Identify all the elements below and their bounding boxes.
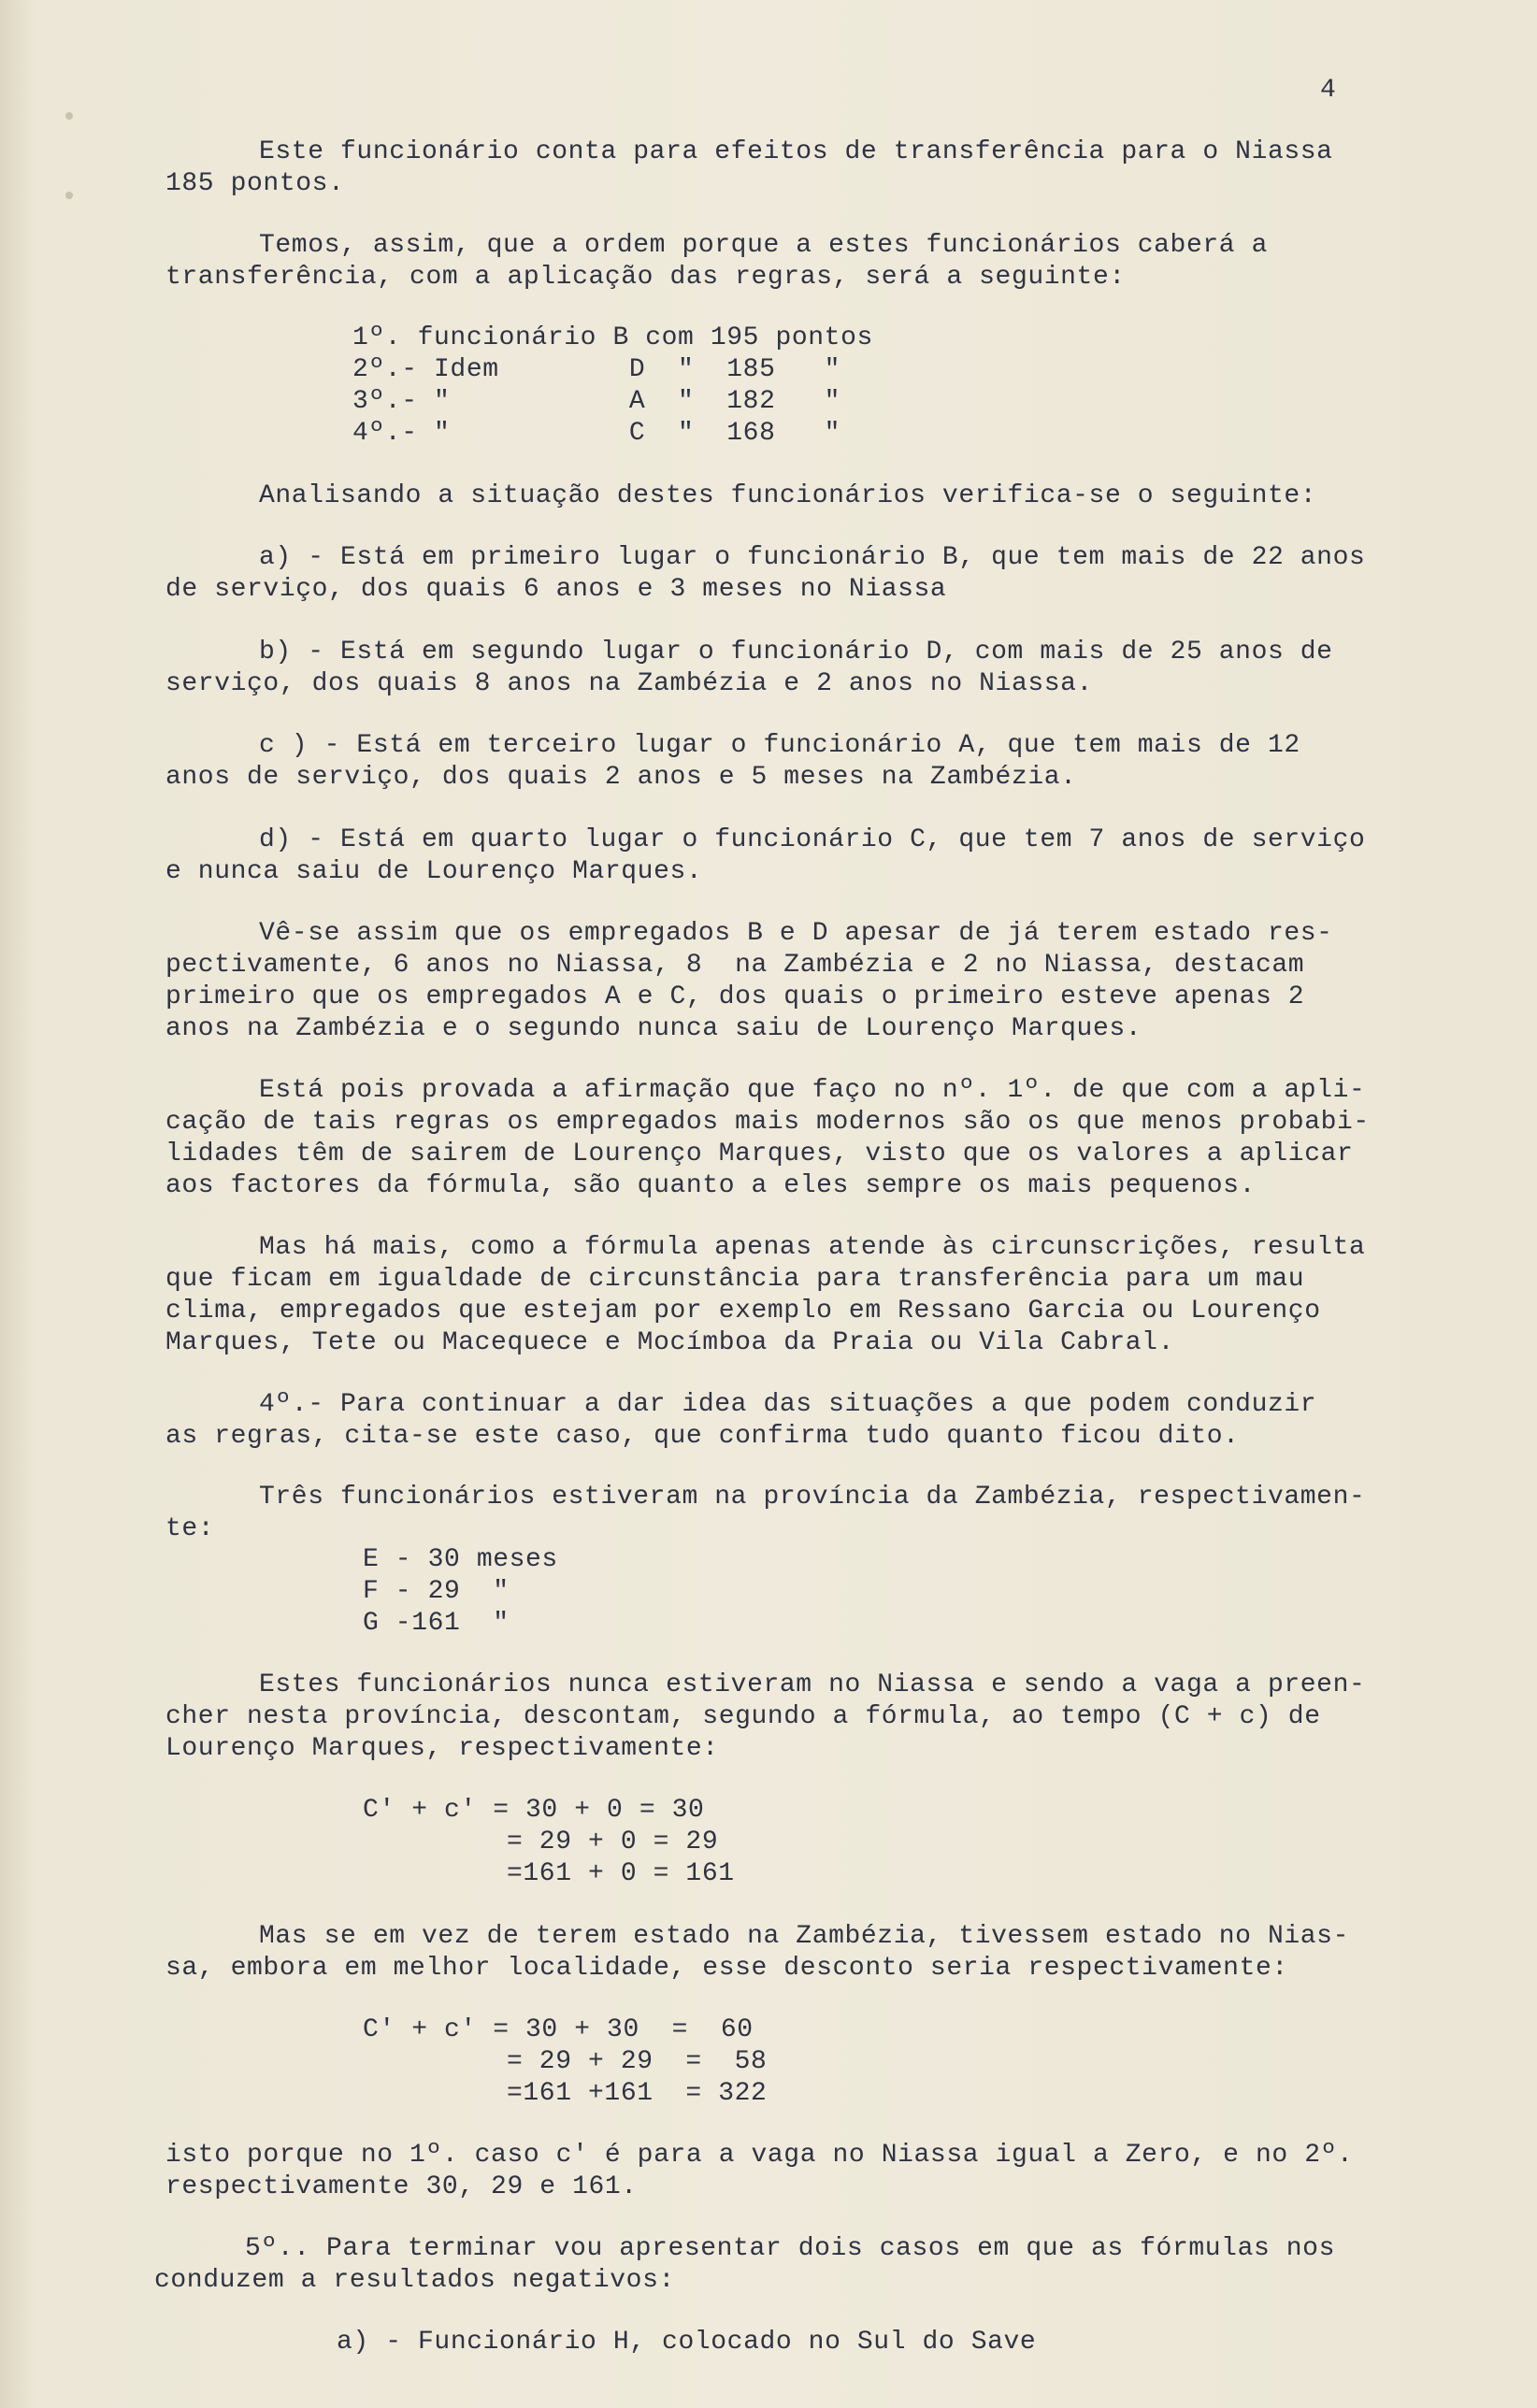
page-number: 4	[1320, 76, 1337, 105]
text-line: serviço, dos quais 8 anos na Zambézia e 2 anos no Niassa.	[165, 669, 1093, 698]
list-line: E - 30 meses	[363, 1545, 558, 1574]
text-line: 5º.. Para terminar vou apresentar dois casos em que as fórmulas nos	[245, 2234, 1335, 2263]
text-line: Analisando a situação destes funcionários verifica-se o seguinte:	[259, 481, 1317, 510]
formula-line: =161 + 0 = 161	[507, 1859, 735, 1888]
text-line: clima, empregados que estejam por exemplo em Ressano Garcia ou Lourenço	[165, 1297, 1321, 1326]
text-line: a) - Funcionário H, colocado no Sul do Save	[337, 2328, 1037, 2357]
text-line: anos de serviço, dos quais 2 anos e 5 meses na Zambézia.	[165, 763, 1077, 792]
list-line: F - 29 "	[363, 1577, 510, 1606]
text-line: te:	[165, 1514, 215, 1543]
list-line: G -161 "	[363, 1609, 510, 1638]
text-line: 4º.- Para continuar a dar idea das situações a que podem conduzir	[259, 1390, 1317, 1419]
ranking-line: 3º.- " A " 182 "	[352, 387, 841, 416]
text-line: b) - Está em segundo lugar o funcionário D, com mais de 25 anos de	[259, 638, 1333, 666]
formula-line: = 29 + 0 = 29	[507, 1828, 719, 1856]
text-line: Mas se em vez de terem estado na Zambézia, tivessem estado no Nias-	[259, 1922, 1349, 1951]
text-line: c ) - Está em terceiro lugar o funcionário A, que tem mais de 12	[259, 731, 1300, 760]
text-line: conduzem a resultados negativos:	[154, 2266, 675, 2295]
formula-line: =161 +161 = 322	[507, 2079, 768, 2108]
text-line: Três funcionários estiveram na província da Zambézia, respectivamen-	[259, 1483, 1366, 1512]
text-line: que ficam em igualdade de circunstância para transferência para um mau	[165, 1265, 1305, 1294]
formula-line: C' + c' = 30 + 0 = 30	[363, 1796, 705, 1825]
text-line: cação de tais regras os empregados mais modernos são os que menos probabi-	[165, 1108, 1370, 1137]
text-line: Temos, assim, que a ordem porque a estes funcionários caberá a	[259, 231, 1268, 260]
text-line: primeiro que os empregados A e C, dos quais o primeiro esteve apenas 2	[165, 982, 1305, 1011]
ranking-line: 4º.- " C " 168 "	[352, 419, 841, 448]
formula-line: C' + c' = 30 + 30 = 60	[363, 2015, 754, 2044]
text-line: Este funcionário conta para efeitos de transferência para o Niassa	[259, 137, 1333, 166]
text-line: pectivamente, 6 anos no Niassa, 8 na Zambézia e 2 no Niassa, destacam	[165, 951, 1305, 980]
text-line: as regras, cita-se este caso, que confirma tudo quanto ficou dito.	[165, 1422, 1240, 1451]
text-line: anos na Zambézia e o segundo nunca saiu de Lourenço Marques.	[165, 1014, 1142, 1043]
text-line: e nunca saiu de Lourenço Marques.	[165, 857, 703, 886]
text-line: d) - Está em quarto lugar o funcionário C, que tem 7 anos de serviço	[259, 825, 1366, 854]
text-line: Vê-se assim que os empregados B e D apesar de já terem estado res-	[259, 919, 1333, 948]
text-line: isto porque no 1º. caso c' é para a vaga no Niassa igual a Zero, e no 2º.	[165, 2141, 1354, 2170]
text-line: sa, embora em melhor localidade, esse desconto seria respectivamente:	[165, 1954, 1288, 1983]
text-line: Mas há mais, como a fórmula apenas atende às circunscrições, resulta	[259, 1233, 1366, 1262]
text-line: lidades têm de sairem de Lourenço Marques, visto que os valores a aplicar	[165, 1140, 1354, 1168]
text-line: 185 pontos.	[165, 169, 345, 198]
text-line: Está pois provada a afirmação que faço no nº. 1º. de que com a apli-	[259, 1076, 1366, 1105]
text-line: aos factores da fórmula, são quanto a eles sempre os mais pequenos.	[165, 1171, 1256, 1200]
text-line: respectivamente 30, 29 e 161.	[165, 2172, 638, 2201]
text-line: Marques, Tete ou Macequece e Mocímboa da Praia ou Vila Cabral.	[165, 1328, 1174, 1357]
text-line: cher nesta província, descontam, segundo a fórmula, ao tempo (C + c) de	[165, 1702, 1321, 1731]
text-line: de serviço, dos quais 6 anos e 3 meses no Niassa	[165, 575, 947, 604]
text-line: a) - Está em primeiro lugar o funcionário B, que tem mais de 22 anos	[259, 543, 1366, 572]
ranking-line: 2º.- Idem D " 185 "	[352, 355, 841, 384]
formula-line: = 29 + 29 = 58	[507, 2047, 768, 2076]
page-speck	[65, 112, 73, 120]
ranking-line: 1º. funcionário B com 195 pontos	[352, 323, 873, 352]
text-line: transferência, com a aplicação das regras, será a seguinte:	[165, 263, 1126, 292]
page-speck	[65, 192, 73, 199]
text-line: Estes funcionários nunca estiveram no Niassa e sendo a vaga a preen-	[259, 1670, 1366, 1699]
text-line: Lourenço Marques, respectivamente:	[165, 1734, 719, 1763]
